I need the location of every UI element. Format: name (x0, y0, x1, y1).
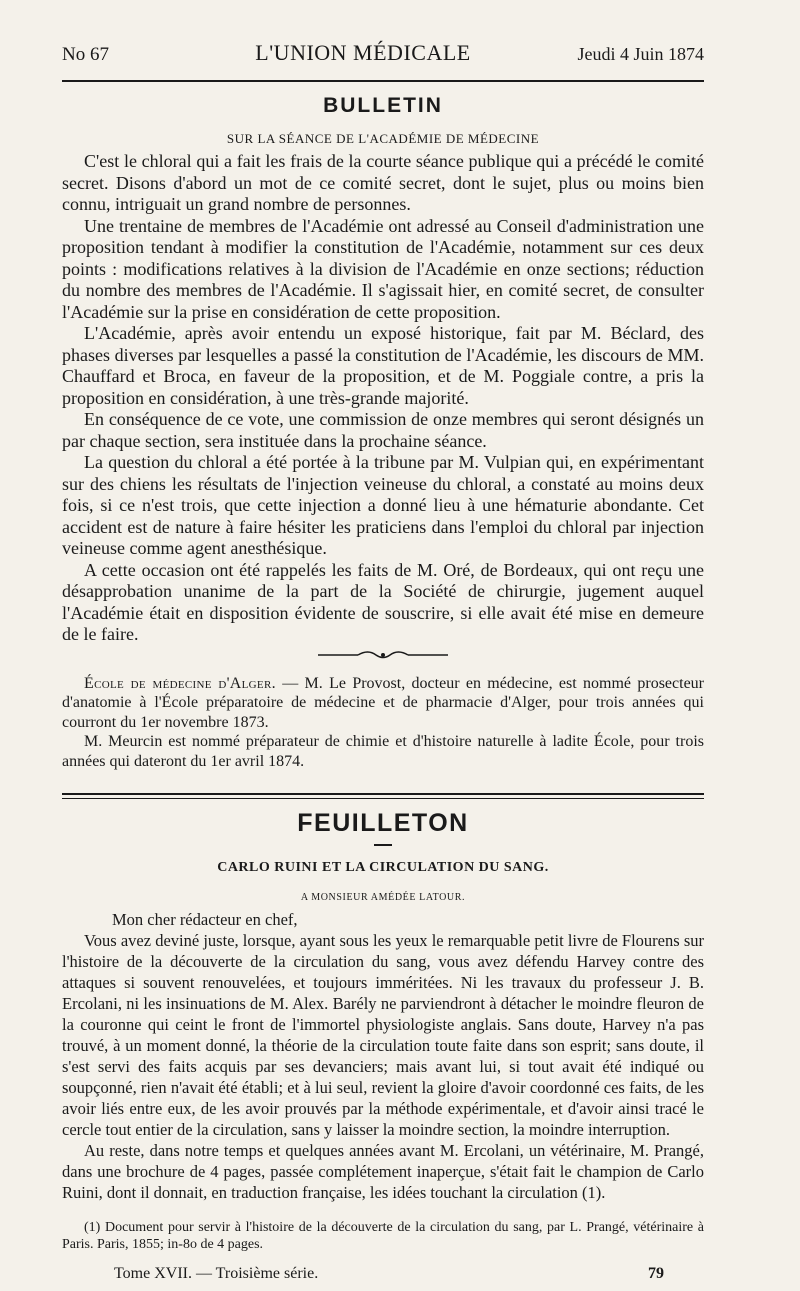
header-rule (62, 80, 704, 82)
bulletin-paragraph: A cette occasion ont été rappelés les faits de M. Oré, de Bordeaux, qui ont reçu une désapprobation unanime de la part de la Société de chirurgie, jugement auquel l'Académie était en disposition évidente de souscrire, si elle avait été mise en demeure de le faire. (62, 559, 704, 644)
bulletin-body (62, 151, 704, 646)
bulletin-paragraph: Une trentaine de membres de l'Académie ont adressé au Conseil d'administration une proposition tendant à modifier la constitution de l'Académie, notamment sur ces deux points : modifications relatives à la division de l'Académie en onze sections; réduction du nombre des membres de l'Académie. Il s'agissait hier, en comité secret, de consulter l'Académie sur la prise en considération de cette proposition. (62, 215, 704, 322)
bulletin-paragraph: L'Académie, après avoir entendu un exposé historique, fait par M. Béclard, des phases diverses par lesquelles a passé la constitution de l'Académie, les discours de MM. Chauffard et Broca, en faveur de la proposition, et de M. Poggiale contre, a pris la proposition en considération, à une très-grande majorité. (62, 323, 704, 408)
ornament-divider (62, 648, 704, 670)
page-footer (62, 1265, 704, 1283)
bulletin-subheading: SUR LA SÉANCE DE L'ACADÉMIE DE MÉDECINE (226, 131, 540, 146)
page-number: 79 (648, 1265, 664, 1282)
salutation: Mon cher rédacteur en chef, (112, 910, 298, 929)
feuilleton-paragraph: Au reste, dans notre temps et quelques années avant M. Ercolani, un vétérinaire, M. Prangé, dans une brochure de 4 pages, passée complétement inaperçue, s'était fait le champion de Carlo Ruini, dont il donnait, en traduction française, les idées touchant la circulation (1). (62, 1141, 704, 1202)
bulletin-paragraph: La question du chloral a été portée à la tribune par M. Vulpian qui, en expérimentant sur des chiens les résultats de l'injection veineuse du chloral, a constaté au moins deux fois, si ce n'est trois, que cette injection a donné lieu à une hématurie abondante. Cet accident est de nature à faire hésiter les praticiens dans l'emploi du chloral par injection veineuse comme agent anesthésique. (62, 452, 704, 558)
article-title: CARLO RUINI ET LA CIRCULATION DU SANG. (217, 860, 549, 875)
dedication: A MONSIEUR AMÉDÉE LATOUR. (300, 892, 466, 903)
meurcin-note: M. Meurcin est nommé préparateur de chimie et d'histoire naturelle à ladite École, pour trois années qui dateront du 1er avril 1874. (62, 733, 704, 770)
bulletin-heading: BULLETIN (323, 94, 443, 117)
issue-number: No 67 (62, 44, 109, 65)
section-rule (62, 793, 704, 799)
newspaper-page (62, 40, 704, 1283)
feuilleton-heading: FEUILLETON (297, 809, 469, 837)
journal-title: L'UNION MÉDICALE (255, 40, 471, 65)
news-notes (62, 674, 704, 772)
page-header (62, 40, 704, 74)
bulletin-section (62, 94, 704, 646)
alger-label: École de médecine d'Alger. (84, 674, 276, 692)
heading-dash (374, 844, 392, 846)
feuilleton-paragraph: Vous avez deviné juste, lorsque, ayant sous les yeux le remarquable petit livre de Flourens sur l'histoire de la découverte de la circulation du sang, vous avez défendu Harvey contre des attaques si souvent renouvelées, et toujours imméritées. Ni les travaux du professeur J. B. Ercolani, ni les insinuations de M. Alex. Barély ne parviendront à détacher le moindre fleuron de la couronne qui ceint le front de l'immortel physiologiste anglais. Sans doute, Harvey n'a pas trouvé, à un moment donné, la théorie de la circulation toute faite dans son esprit; sans doute, il s'est servi des faits acquis par ses devanciers; mais avant lui, si tout avait été indiqué ou soupçonné, rien n'avait été établi; et à lui seul, revient la gloire d'avoir coordonné ces faits, de les avoir liés entre eux, de les avoir prouvés par la méthode expérimentale, et d'avoir ainsi tracé le cercle tout entier de la circulation, sans y laisser la moindre section, la moindre interruption. (62, 931, 704, 1139)
feuilleton-section (62, 809, 704, 1203)
alger-note (62, 674, 704, 733)
issue-date: Jeudi 4 Juin 1874 (577, 44, 704, 64)
footnote (62, 1219, 704, 1253)
alger-text: — M. Le Provost, docteur en médecine, est nommé prosecteur d'anatomie à l'École préparatoire de médecine et de pharmacie d'Alger, pour trois années qui courront du 1er novembre 1873. (62, 674, 704, 731)
bulletin-paragraph: En conséquence de ce vote, une commission de onze membres qui seront désignés un par chaque section, sera instituée dans la prochaine séance. (62, 409, 704, 451)
bulletin-paragraph: C'est le chloral qui a fait les frais de la courte séance publique qui a précédé le comité secret. Disons d'abord un mot de ce comité secret, dont le sujet, plus ou moins bien connu, intriguait un grand nombre de personnes. (62, 151, 704, 214)
footnote-text: (1) Document pour servir à l'histoire de la découverte de la circulation du sang, par L. Prangé, vétérinaire à Paris. Paris, 1855; in-8o de 4 pages. (62, 1220, 704, 1252)
volume-info: Tome XVII. — Troisième série. (114, 1265, 319, 1282)
